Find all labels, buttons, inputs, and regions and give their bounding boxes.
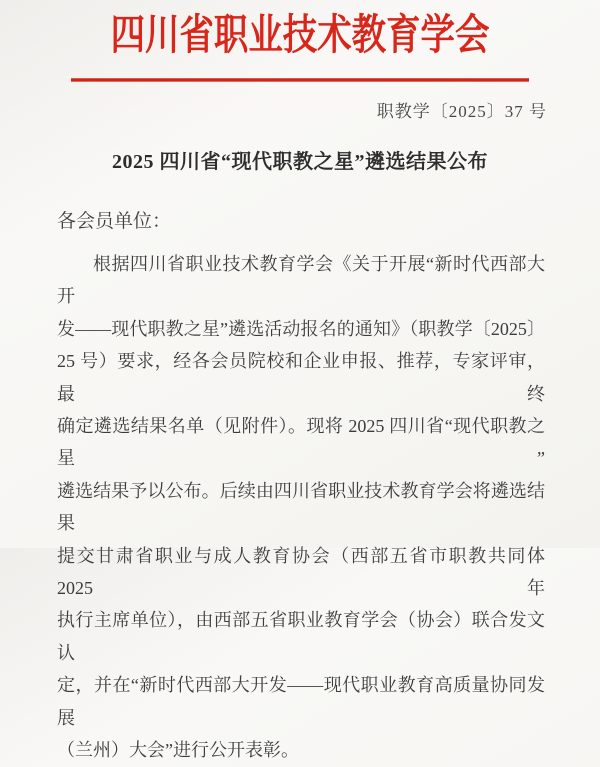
body-line: 遴选结果予以公布。后续由四川省职业技术教育学会将遴选结果 bbox=[57, 480, 545, 534]
document-title: 2025 四川省“现代职教之星”遴选结果公布 bbox=[112, 151, 488, 173]
body-line: 发——现代职教之星”遴选活动报名的通知》（职教学〔2025〕 bbox=[57, 318, 545, 339]
body-line: 根据四川省职业技术教育学会《关于开展“新时代西部大开 bbox=[57, 254, 545, 307]
body-line: 确定遴选结果名单（见附件）。现将 2025 四川省“现代职教之星” bbox=[57, 416, 545, 469]
document-body bbox=[57, 248, 545, 767]
org-name-banner: 四川省职业技术教育学会 bbox=[110, 13, 490, 59]
red-divider-rule bbox=[71, 78, 529, 82]
salutation: 各会员单位： bbox=[57, 211, 172, 232]
body-line: 定，并在“新时代西部大开发——现代职业教育高质量协同发展 bbox=[57, 675, 545, 728]
body-line: 提交甘肃省职业与成人教育协会（西部五省市职教共同体 2025 年 bbox=[57, 545, 545, 599]
body-line: 执行主席单位），由西部五省职业教育学会（协会）联合发文认 bbox=[57, 610, 545, 663]
official-document bbox=[0, 10, 600, 761]
body-line: 25 号）要求，经各会员院校和企业申报、推荐，专家评审，最终 bbox=[57, 351, 545, 404]
body-line: （兰州）大会”进行公开表彰。 bbox=[57, 740, 299, 761]
document-number: 职教学〔2025〕37 号 bbox=[376, 102, 547, 121]
